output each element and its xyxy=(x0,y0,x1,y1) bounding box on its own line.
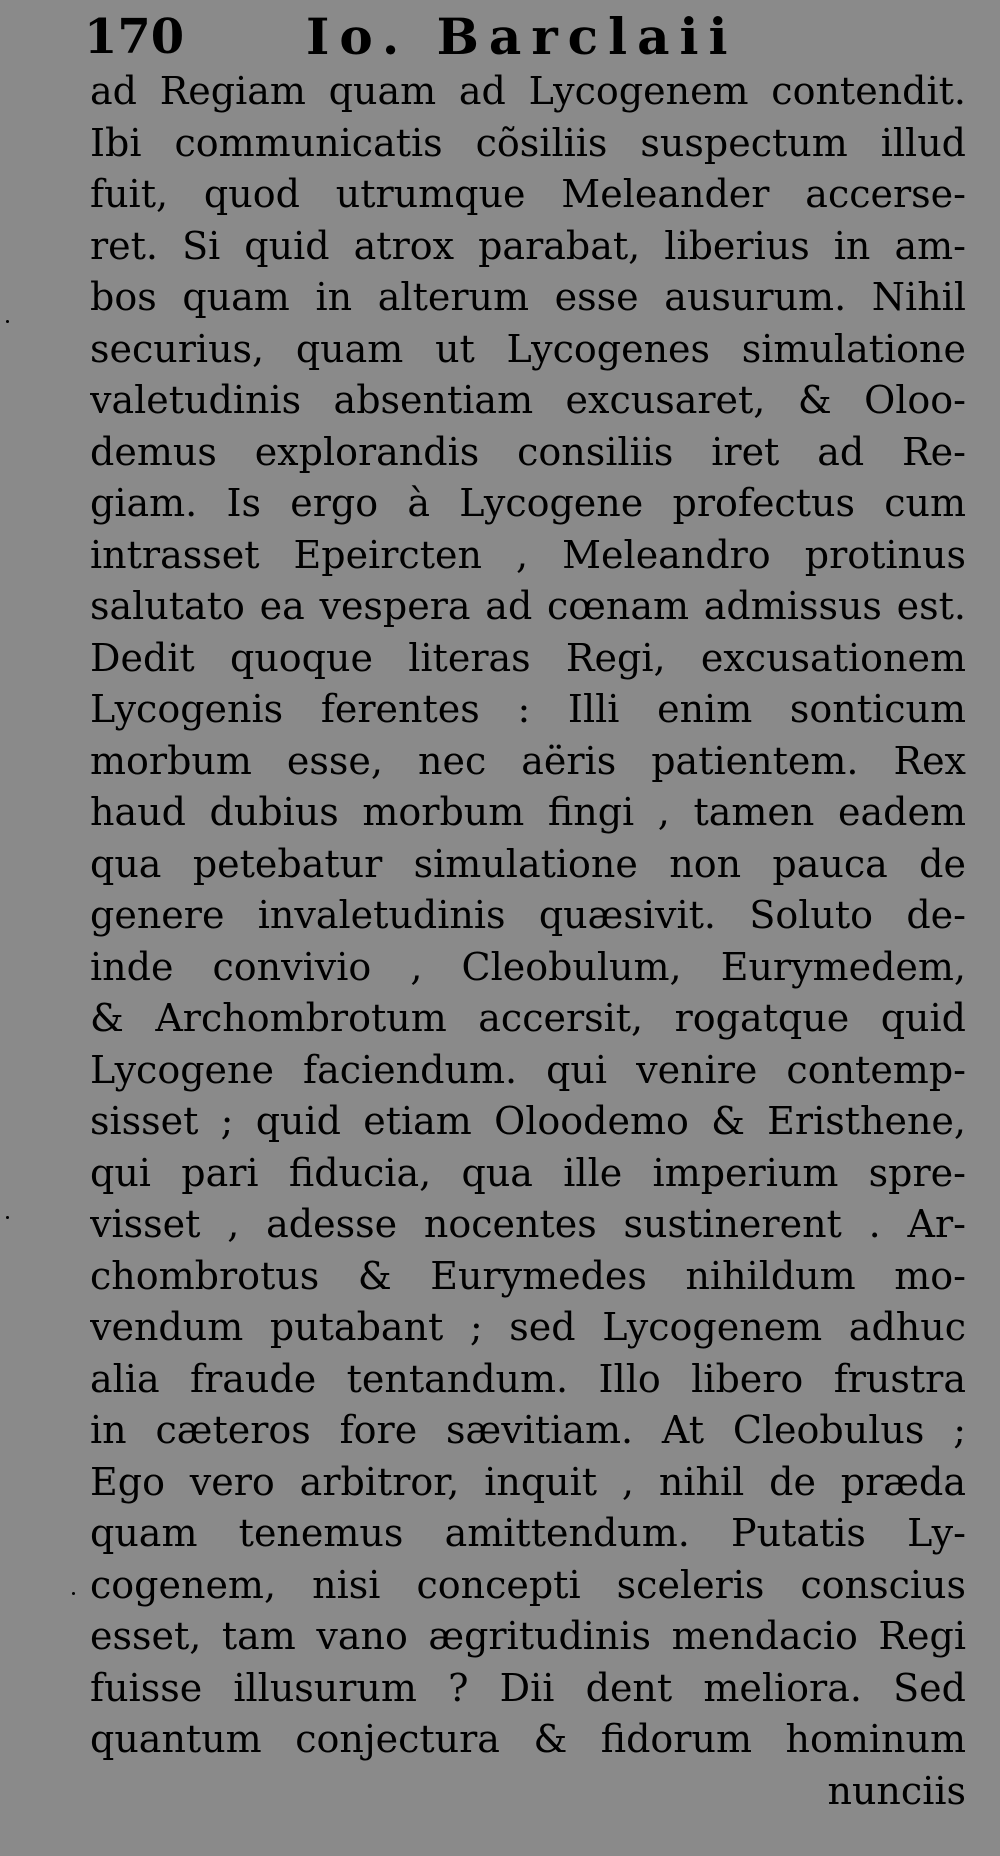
text-line: salutato ea vespera ad cœnam admissus est. xyxy=(90,584,966,628)
text-line: fuisse illusurum ? Dii dent meliora. Sed xyxy=(90,1665,966,1710)
text-line: qua petebatur simulatione non pauca de xyxy=(90,841,966,886)
text-line: genere invaletudinis quæsivit. Soluto de- xyxy=(90,893,966,937)
text-line: & Archombrotum accersit, rogatque quid xyxy=(90,996,966,1040)
text-line: Ibi communicatis cõsiliis suspectum illud xyxy=(90,120,966,165)
text-line: Lycogene faciendum. qui venire contemp- xyxy=(90,1047,966,1092)
text-line: securius, quam ut Lycogenes simulatione xyxy=(90,326,966,371)
body-text xyxy=(90,66,966,1817)
text-line: quantum conjectura & fidorum hominum xyxy=(90,1717,966,1761)
text-line: alia fraude tentandum. Illo libero frustra xyxy=(90,1356,966,1401)
text-line: haud dubius morbum fingi , tamen eadem xyxy=(90,790,966,834)
text-line: Ego vero arbitror, inquit , nihil de præda xyxy=(90,1459,966,1504)
text-line: ret. Si quid atrox parabat, liberius in am- xyxy=(90,223,966,268)
text-line: ad Regiam quam ad Lycogenem contendit. xyxy=(90,69,966,113)
text-line: visset , adesse nocentes sustinerent . Ar- xyxy=(90,1202,966,1246)
text-line: qui pari fiducia, qua ille imperium spre- xyxy=(90,1150,966,1195)
text-line: fuit, quod utrumque Meleander accerse- xyxy=(90,172,966,216)
text-line: inde convivio , Cleobulum, Eurymedem, xyxy=(90,944,966,989)
text-line: Lycogenis ferentes : Illi enim sonticum xyxy=(90,687,966,731)
ink-speck xyxy=(6,1216,9,1219)
page-number: 170 xyxy=(84,9,185,65)
text-line: giam. Is ergo à Lycogene profectus cum xyxy=(90,481,966,525)
text-line: valetudinis absentiam excusaret, & Oloo- xyxy=(90,378,966,422)
text-line: vendum putabant ; sed Lycogenem adhuc xyxy=(90,1305,966,1349)
text-line: esset, tam vano ægritudinis mendacio Regi xyxy=(90,1614,966,1658)
text-line: chombrotus & Eurymedes nihildum mo- xyxy=(90,1253,966,1298)
catchword: nunciis xyxy=(827,1768,966,1813)
text-line: Dedit quoque literas Regi, excusationem xyxy=(90,635,966,680)
text-line: bos quam in alterum esse ausurum. Nihil xyxy=(90,275,966,319)
running-head: Io. Barclaii xyxy=(306,7,738,66)
text-line: intrasset Epeircten , Meleandro protinus xyxy=(90,532,966,577)
ink-speck xyxy=(72,1592,75,1595)
text-line: cogenem, nisi concepti sceleris conscius xyxy=(90,1562,966,1607)
text-line: quam tenemus amittendum. Putatis Ly- xyxy=(90,1511,966,1555)
text-line: demus explorandis consiliis iret ad Re- xyxy=(90,429,966,474)
ink-speck xyxy=(6,320,9,323)
text-line: in cæteros fore sævitiam. At Cleobulus ; xyxy=(90,1408,966,1452)
text-line: morbum esse, nec aëris patientem. Rex xyxy=(90,738,966,783)
text-line: sisset ; quid etiam Oloodemo & Eristhene, xyxy=(90,1099,966,1143)
page-header xyxy=(84,6,904,68)
